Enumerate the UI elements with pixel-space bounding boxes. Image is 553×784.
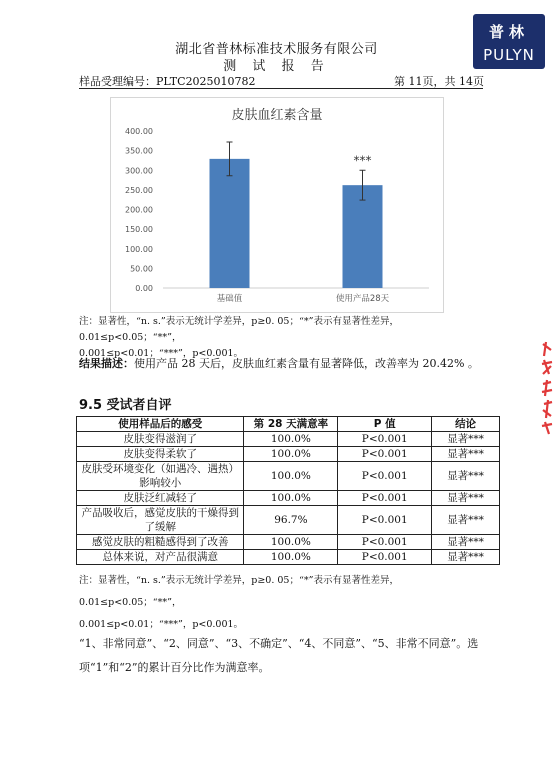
- y-tick-label: 300.00: [125, 166, 153, 176]
- table-note-line2: 0.001≤p<0.01；“***”，p<0.001。: [79, 619, 244, 630]
- chart-note-line2: 0.001≤p<0.01；“***”，p<0.001。: [79, 348, 244, 359]
- table-row: [77, 491, 500, 506]
- table-row: [77, 535, 500, 550]
- y-tick-label: 350.00: [125, 146, 153, 156]
- table-cell: 皮肤变得滋润了: [77, 432, 244, 447]
- chart-title: 皮肤血红素含量: [231, 108, 323, 123]
- y-tick-label: 0.00: [135, 284, 153, 293]
- table-row: [77, 462, 500, 491]
- table-cell: 显著***: [432, 550, 500, 565]
- y-tick-label: 400.00: [125, 127, 153, 136]
- section-title: 9.5 受试者自评: [79, 398, 172, 413]
- table-cell: 100.0%: [244, 462, 338, 491]
- table-cell: 皮肤变得柔软了: [77, 447, 244, 462]
- table-note-line1: 注：显著性，“n. s.”表示无统计学差异，p≥0. 05；“*”表示有显著性差异，0.01≤p<0.05；“**”，: [79, 575, 399, 608]
- table-cell: 显著***: [432, 535, 500, 550]
- table-row: [77, 550, 500, 565]
- result-text: 使用产品 28 天后，皮肤血红素含量有显著降低，改善率为 20.42% 。: [134, 357, 479, 370]
- table-cell: 100.0%: [244, 491, 338, 506]
- company-logo: [473, 14, 545, 69]
- company-name: 湖北省普林标准技术服务有限公司: [175, 42, 378, 57]
- header-divider: [79, 88, 483, 89]
- table-cell: 显著***: [432, 462, 500, 491]
- table-header: 第 28 天满意率: [244, 417, 338, 432]
- logo-chinese: 普林: [488, 23, 529, 41]
- table-cell: P<0.001: [338, 535, 432, 550]
- y-tick-label: 50.00: [130, 264, 153, 274]
- self-assessment-table: [76, 416, 500, 565]
- table-header: 结论: [432, 417, 500, 432]
- table-cell: 感觉皮肤的粗糙感得到了改善: [77, 535, 244, 550]
- table-cell: 显著***: [432, 491, 500, 506]
- document-type: 测 试 报 告: [223, 59, 330, 74]
- scale-explanation: “1、非常同意”、“2、同意”、“3、不确定”、“4、不同意”、“5、非常不同意”。选项“1”和“2”的累计百分比作为满意率。: [79, 637, 479, 674]
- y-tick-label: 200.00: [125, 205, 153, 215]
- table-row: [77, 432, 500, 447]
- x-tick-label: 基础值: [216, 294, 243, 304]
- chart-note-line1: 注：显著性，“n. s.”表示无统计学差异，p≥0. 05；“*”表示有显著性差异，0.01≤p<0.05；“**”，: [79, 316, 399, 343]
- table-cell: 总体来说，对产品很满意: [77, 550, 244, 565]
- table-row: [77, 447, 500, 462]
- chart-bar: [343, 185, 383, 288]
- table-row: [77, 506, 500, 535]
- table-header: P 值: [338, 417, 432, 432]
- table-cell: P<0.001: [338, 432, 432, 447]
- table-cell: 显著***: [432, 447, 500, 462]
- x-tick-label: 使用产品28天: [335, 294, 390, 304]
- sample-number-value: PLTC2025010782: [156, 75, 256, 88]
- table-cell: 100.0%: [244, 432, 338, 447]
- y-tick-label: 250.00: [125, 185, 153, 195]
- logo-english: PULYN: [483, 46, 535, 64]
- table-cell: 100.0%: [244, 535, 338, 550]
- chart-plot: [111, 98, 443, 312]
- table-header: 使用样品后的感受: [77, 417, 244, 432]
- table-cell: P<0.001: [338, 447, 432, 462]
- table-cell: 100.0%: [244, 447, 338, 462]
- y-tick-label: 150.00: [125, 225, 153, 235]
- seal-stamp-fragment: [540, 340, 553, 435]
- result-label: 结果描述：: [79, 357, 134, 370]
- significance-label: ***: [353, 153, 372, 168]
- table-cell: 皮肤泛红减轻了: [77, 491, 244, 506]
- sample-number-label: 样品受理编号：: [79, 75, 156, 88]
- hemoglobin-chart: [110, 97, 444, 313]
- table-cell: 显著***: [432, 506, 500, 535]
- table-cell: 产品吸收后，感觉皮肤的干燥得到了缓解: [77, 506, 244, 535]
- result-description: [79, 355, 479, 371]
- table-cell: P<0.001: [338, 491, 432, 506]
- chart-bar: [210, 159, 250, 288]
- table-cell: 96.7%: [244, 506, 338, 535]
- table-cell: 显著***: [432, 432, 500, 447]
- table-cell: P<0.001: [338, 462, 432, 491]
- table-header-row: [77, 417, 500, 432]
- y-tick-label: 100.00: [125, 244, 153, 254]
- page-info: 第 11页，共 14页: [394, 75, 484, 88]
- table-cell: P<0.001: [338, 550, 432, 565]
- table-note: [79, 570, 499, 636]
- table-cell: P<0.001: [338, 506, 432, 535]
- sample-number: [79, 73, 256, 89]
- table-cell: 皮肤受环境变化（如遇冷、遇热）影响较小: [77, 462, 244, 491]
- table-cell: 100.0%: [244, 550, 338, 565]
